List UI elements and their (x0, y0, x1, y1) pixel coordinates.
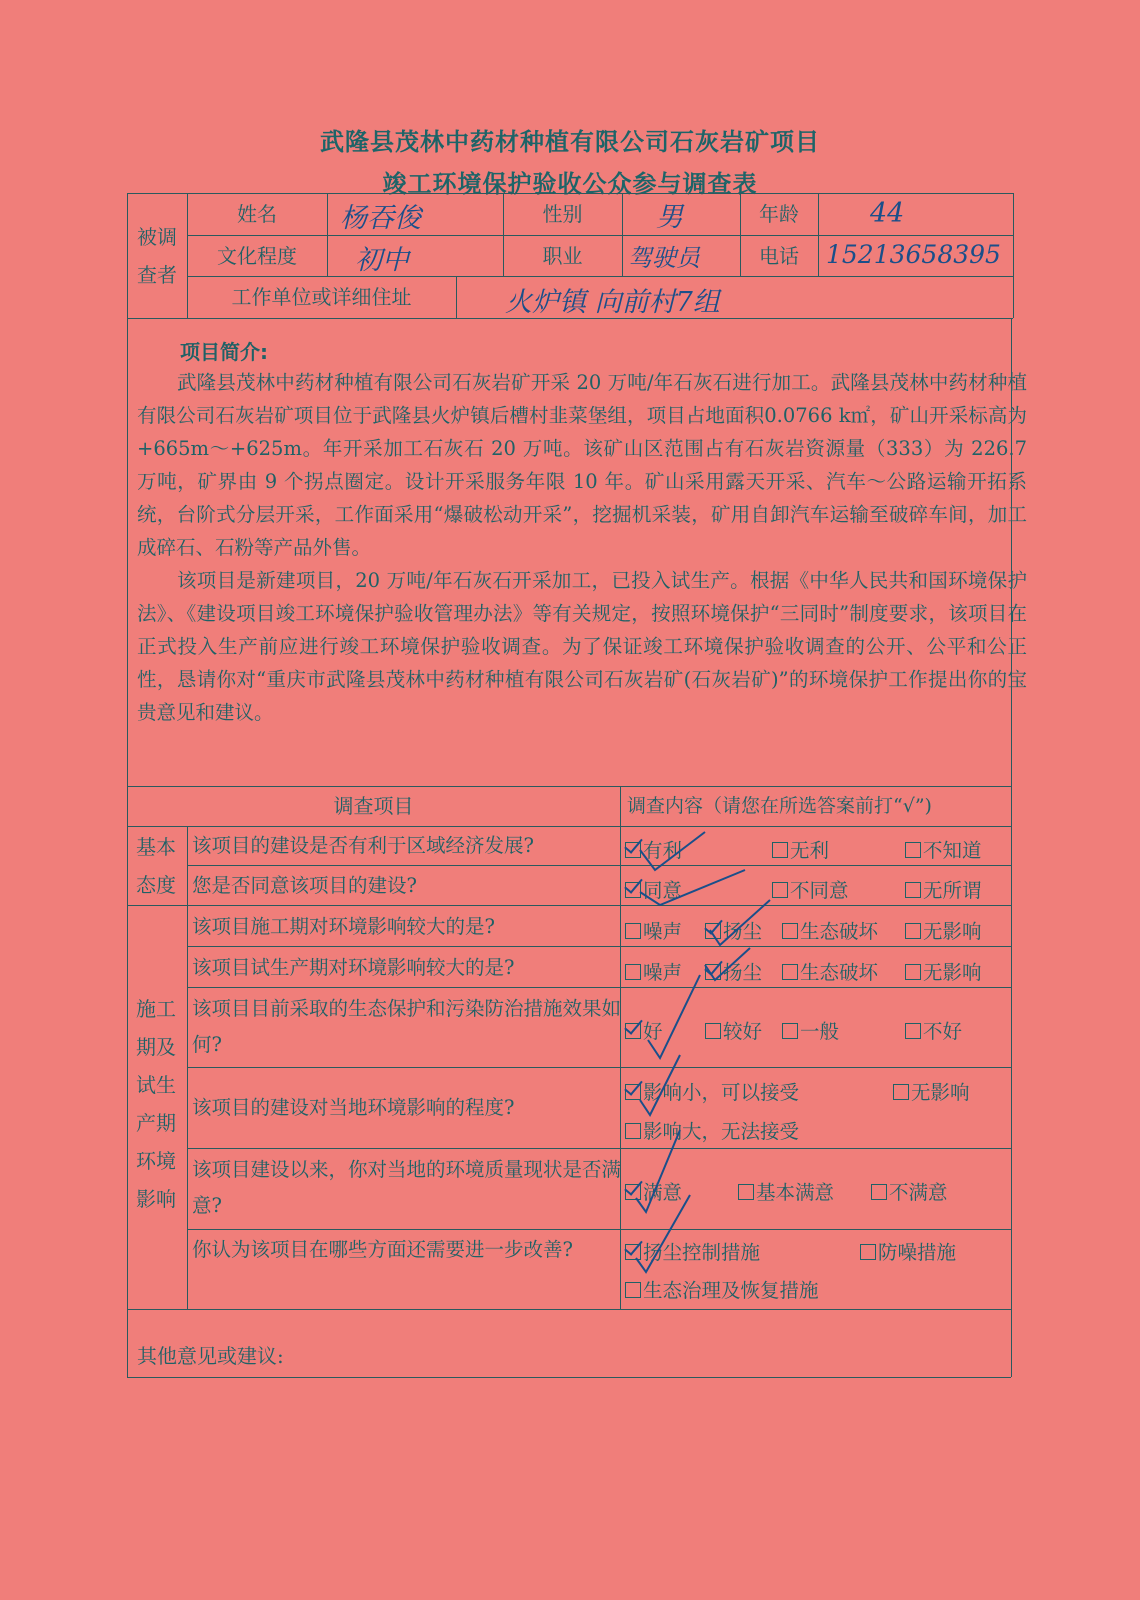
question-7: 该项目建设以来，你对当地的环境质量现状是否满意? (192, 1158, 622, 1217)
phone-label: 电话 (759, 243, 799, 268)
education-value[interactable]: 初中 (355, 245, 409, 276)
q7-option-3-label: 不满意 (889, 1181, 948, 1204)
question-8: 你认为该项目在哪些方面还需要进一步改善? (192, 1238, 573, 1261)
address-value[interactable]: 火炉镇 向前村7组 (505, 287, 720, 318)
q2-option-1-label: 同意 (643, 879, 683, 902)
question-5: 该项目目前采取的生态保护和污染防治措施效果如何? (192, 997, 622, 1056)
q7-option-2-label: 基本满意 (756, 1181, 835, 1204)
question-4: 该项目试生产期对环境影响较大的是? (192, 956, 515, 979)
question-6: 该项目的建设对当地环境影响的程度? (192, 1096, 515, 1119)
q5-option-1-label: 好 (643, 1020, 663, 1043)
q4-option-2-label: 扬尘 (723, 961, 763, 984)
intro-paragraph-1: 武隆县茂林中药材种植有限公司石灰岩矿开采 20 万吨/年石灰石进行加工。武隆县茂林中药材种植有限公司石灰岩矿项目位于武隆县火炉镇后槽村韭菜堡组，项目占地面积0.0766 k㎡，矿山开采标高为+665m～+625m。年开采加工石灰石 20 万吨。该矿山区范围占有石灰岩资源量（333）为 226.7 万吨，矿界由 9 个拐点圈定。设计开采服务年限 10 年。矿山采用露天开采、汽车～公路运输开拓系统，台阶式分层开采，工作面采用“爆破松动开采”，挖掘机采装，矿用自卸汽车运输至破碎车间，加工成碎石、石粉等产品外售。 (137, 371, 1027, 559)
name-label: 姓名 (237, 202, 277, 226)
address-label: 工作单位或详细住址 (231, 285, 412, 309)
q5-option-2-label: 较好 (723, 1020, 763, 1043)
question-1: 该项目的建设是否有利于区域经济发展? (192, 834, 534, 857)
survey-item-header: 调查项目 (333, 794, 414, 818)
document-title: 武隆县茂林中药材种植有限公司石灰岩矿项目 (320, 128, 820, 156)
q1-option-2-label: 无利 (790, 839, 830, 862)
question-3: 该项目施工期对环境影响较大的是? (192, 915, 495, 938)
q6-option-1-label: 影响小，可以接受 (643, 1081, 800, 1104)
occupation-value[interactable]: 驾驶员 (628, 244, 700, 272)
q4-option-1-label: 噪声 (643, 961, 683, 984)
name-value[interactable]: 杨吞俊 (340, 203, 421, 234)
q1-option-3-label: 不知道 (923, 839, 982, 862)
section-environmental-impact: 施工期及试生产期环境影响 (136, 997, 176, 1211)
q7-option-1-label: 满意 (643, 1181, 683, 1204)
q5-option-3-label: 一般 (800, 1020, 840, 1043)
question-2: 您是否同意该项目的建设? (192, 874, 417, 897)
survey-content-header: 调查内容（请您在所选答案前打“√”) (627, 794, 932, 817)
q3-option-4-label: 无影响 (923, 920, 982, 943)
occupation-label: 职业 (542, 243, 583, 268)
gender-label: 性别 (542, 202, 583, 226)
q3-option-1-label: 噪声 (643, 920, 683, 943)
document-subtitle: 竣工环境保护验收公众参与调查表 (382, 170, 758, 198)
intro-paragraph-2: 该项目是新建项目，20 万吨/年石灰石开采加工，已投入试生产。根据《中华人民共和国环境保护法》、《建设项目竣工环境保护验收管理办法》等有关规定，按照环境保护“三同时”制度要求，该项目在正式投入生产前应进行竣工环境保护验收调查。为了保证竣工环境保护验收调查的公开、公平和公正性，恳请你对“重庆市武隆县茂林中药材种植有限公司石灰岩矿(石灰岩矿)”的环境保护工作提出你的宝贵意见和建议。 (137, 569, 1027, 724)
age-label: 年龄 (759, 202, 799, 226)
section-basic-attitude: 基本态度 (136, 835, 176, 897)
q8-option-1-label: 扬尘控制措施 (643, 1241, 761, 1264)
q1-option-1-label: 有利 (643, 839, 683, 862)
q5-option-4-label: 不好 (923, 1020, 963, 1043)
education-label: 文化程度 (217, 243, 297, 268)
intro-heading: 项目简介: (180, 340, 268, 364)
q3-option-2-label: 扬尘 (723, 920, 763, 943)
q2-option-2-label: 不同意 (790, 879, 849, 902)
q6-option-3-label: 影响大，无法接受 (643, 1120, 800, 1143)
q2-option-3-label: 无所谓 (923, 879, 982, 902)
q4-option-3-label: 生态破坏 (800, 961, 879, 984)
other-suggestions-label: 其他意见或建议: (137, 1344, 284, 1368)
respondent-section-text: 被调查者 (137, 224, 177, 287)
gender-value[interactable]: 男 (656, 202, 683, 233)
q4-option-4-label: 无影响 (923, 961, 982, 984)
q6-option-2-label: 无影响 (911, 1081, 970, 1104)
phone-value[interactable]: 15213658395 (826, 240, 1001, 269)
q8-option-2-label: 防噪措施 (878, 1241, 957, 1264)
age-value[interactable]: 44 (870, 198, 905, 229)
q3-option-3-label: 生态破坏 (800, 920, 879, 943)
q8-option-3-label: 生态治理及恢复措施 (643, 1279, 819, 1302)
